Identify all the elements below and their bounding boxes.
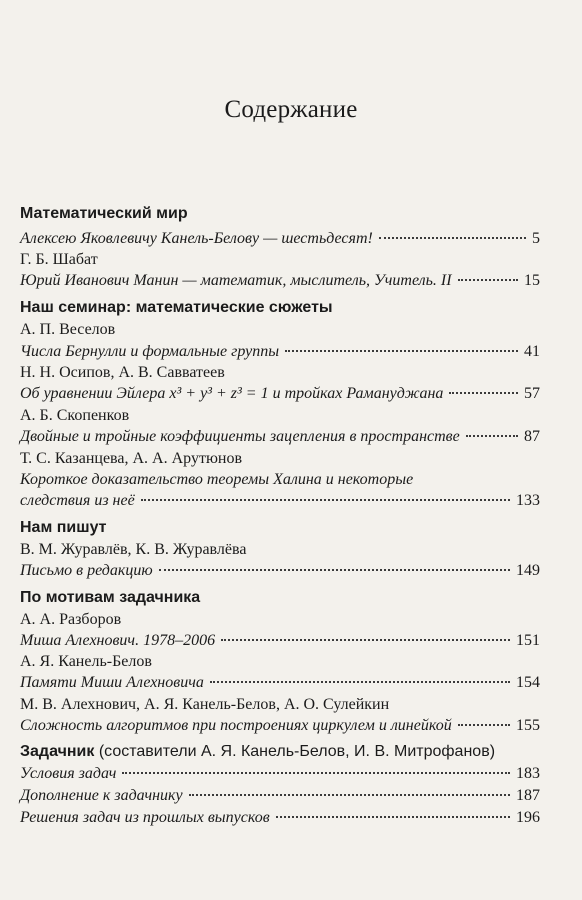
entry-title: Дополнение к задачнику	[20, 787, 183, 804]
entry-page: 183	[516, 765, 540, 782]
entry-page: 87	[524, 428, 540, 445]
entry-title-line1[interactable]: Короткое доказательство теоремы Халина и некоторые	[20, 471, 414, 488]
entry-author: М. В. Алехнович, А. Я. Канель-Белов, А. О. Сулейкин	[20, 696, 390, 713]
toc-entry[interactable]	[20, 343, 540, 361]
entry-title: Решения задач из прошлых выпусков	[20, 809, 270, 826]
section-heading-note: (составители А. Я. Канель-Белов, И. В. Митрофанов)	[94, 743, 496, 760]
toc-entry[interactable]	[20, 385, 540, 403]
section-heading-text: Наш семинар: математические сюжеты	[20, 299, 333, 316]
entry-author: Т. С. Казанцева, А. А. Арутюнов	[20, 450, 243, 467]
dot-leader	[285, 350, 518, 352]
section-heading-math-world	[20, 205, 540, 223]
entry-author: А. Б. Скопенков	[20, 407, 130, 424]
entry-page: 196	[516, 809, 540, 826]
entry-title: Двойные и тройные коэффициенты зацепления в пространстве	[20, 428, 460, 445]
entry-page: 149	[516, 562, 540, 579]
section-heading-text: По мотивам задачника	[20, 589, 201, 606]
entry-title	[20, 385, 443, 403]
entry-title: Условия задач	[20, 765, 117, 782]
entry-title: Сложность алгоритмов при построениях циркулем и линейкой	[20, 717, 452, 734]
entry-author: А. Я. Канель-Белов	[20, 653, 152, 670]
entry-title: Памяти Миши Алехновича	[20, 674, 204, 691]
entry-author: Н. Н. Осипов, А. В. Савватеев	[20, 364, 225, 381]
toc-entry[interactable]	[20, 809, 540, 827]
entry-page: 15	[524, 272, 540, 289]
entry-title: Алексею Яковлевичу Канель-Белову — шестьдесят!	[20, 230, 373, 247]
toc-entry[interactable]	[20, 632, 540, 650]
dot-leader	[159, 569, 510, 571]
entry-title: Миша Алехнович. 1978–2006	[20, 632, 216, 649]
euler-formula: x³ + y³ + z³ = 1	[169, 385, 269, 402]
entry-page: 133	[516, 492, 540, 509]
section-heading-problems	[20, 743, 540, 761]
section-heading-text: Задачник	[20, 743, 95, 760]
dot-leader	[141, 499, 510, 501]
toc-entry[interactable]	[20, 428, 540, 446]
dot-leader	[122, 772, 510, 774]
dot-leader	[221, 639, 510, 641]
toc-entry[interactable]	[20, 765, 540, 783]
toc-entry[interactable]	[20, 230, 540, 248]
toc-entry[interactable]	[20, 272, 540, 290]
toc-entry[interactable]	[20, 562, 540, 580]
entry-page: 155	[516, 717, 540, 734]
dot-leader	[379, 237, 526, 239]
dot-leader	[458, 279, 518, 281]
entry-author: А. А. Разборов	[20, 611, 122, 628]
section-heading-text: Математический мир	[20, 205, 188, 222]
entry-title: Юрий Иванович Манин — математик, мыслитель, Учитель. II	[20, 272, 452, 289]
toc-entry[interactable]	[20, 717, 540, 735]
toc-entry[interactable]	[20, 674, 540, 692]
toc-entry[interactable]	[20, 787, 540, 805]
section-heading-text: Нам пишут	[20, 519, 107, 536]
section-heading-letters	[20, 519, 540, 537]
dot-leader	[189, 794, 510, 796]
entry-title: следствия из неё	[20, 492, 135, 509]
entry-page: 151	[516, 632, 540, 649]
entry-title: Числа Бернулли и формальные группы	[20, 343, 280, 360]
dot-leader	[449, 392, 518, 394]
entry-page: 41	[524, 343, 540, 360]
section-heading-seminar	[20, 299, 540, 317]
entry-page: 187	[516, 787, 540, 804]
dot-leader	[466, 435, 518, 437]
entry-author: В. М. Журавлёв, К. В. Журавлёва	[20, 541, 247, 558]
page-title: Содержание	[224, 96, 358, 123]
entry-title: Письмо в редакцию	[20, 562, 153, 579]
section-heading-motives	[20, 589, 540, 607]
dot-leader	[458, 724, 510, 726]
dot-leader	[210, 681, 510, 683]
entry-title-part: и тройках Рамануджана	[268, 385, 444, 402]
entry-author: А. П. Веселов	[20, 321, 116, 338]
entry-page: 154	[516, 674, 540, 691]
toc-entry[interactable]	[20, 492, 540, 510]
entry-page: 5	[532, 230, 540, 247]
entry-author: Г. Б. Шабат	[20, 251, 98, 268]
entry-page: 57	[524, 385, 540, 402]
entry-title-part: Об уравнении Эйлера	[20, 385, 170, 402]
dot-leader	[276, 816, 510, 818]
